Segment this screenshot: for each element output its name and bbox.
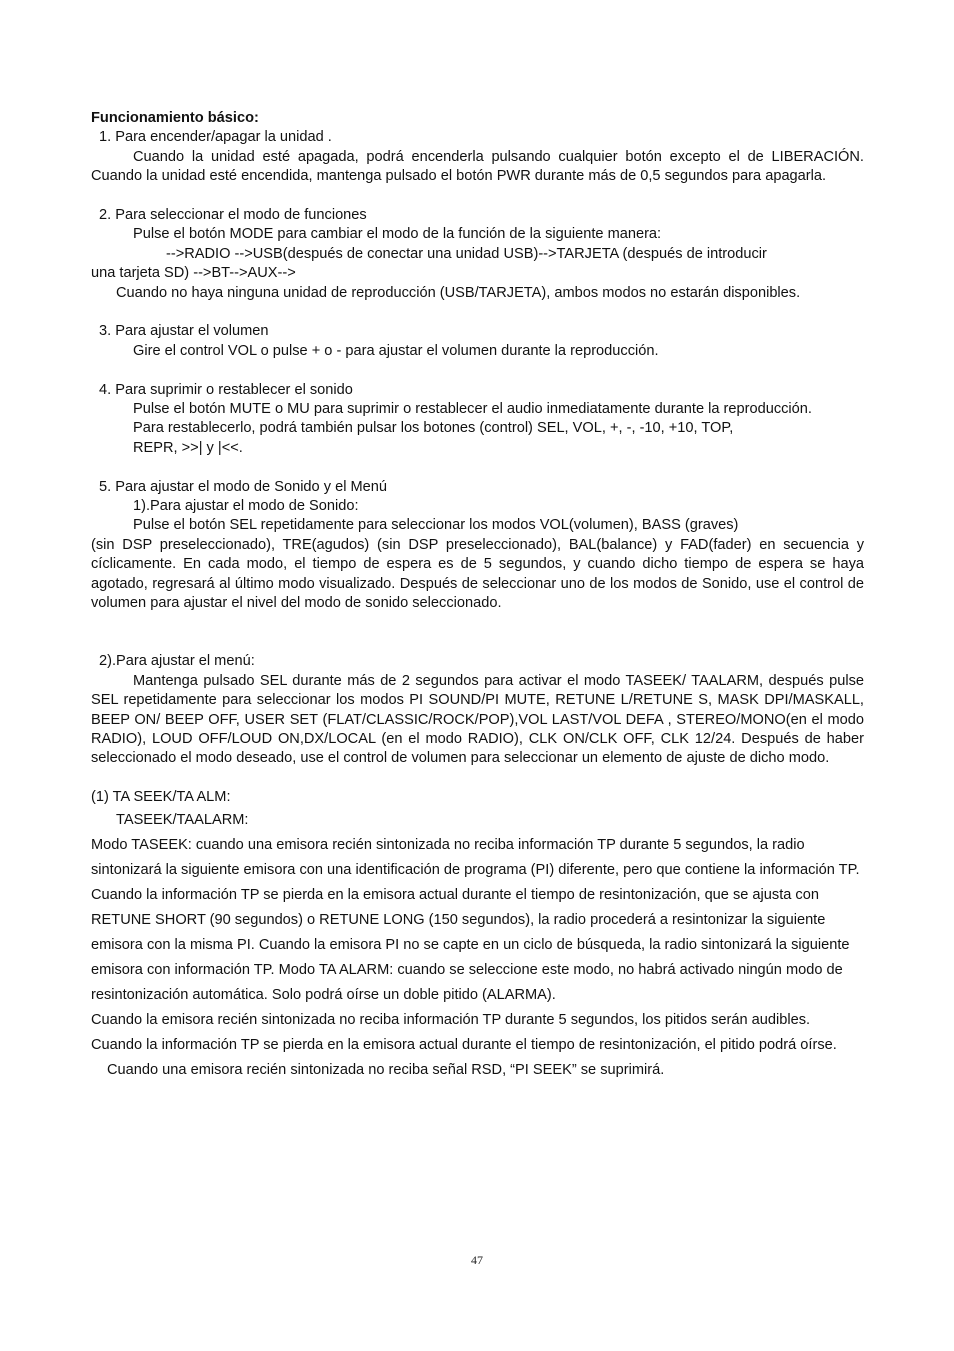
document-page (91, 109, 864, 1083)
s5-paragraph-2: Mantenga pulsado SEL durante más de 2 segundos para activar el modo TASEEK/ TAALARM, después pulse SEL repetidamente para seleccionar los modos PI SOUND/PI MUTE, RETUNE L/RETUNE S, MASK DPI/MASKALL, BEEP ON/ BEEP OFF, USER SET (FLAT/CLASSIC/ROCK/POP),VOL LAST/VOL DEFA , STEREO/MONO(en el modo RADIO), LOUD OFF/LOUD ON,DX/LOCAL (en el modo RADIO), CLK ON/CLK OFF, CLK 12/24. Después de haber seleccionado el modo deseado, use el control de volumen para seleccionar un elemento de ajuste de dicho modo. (91, 672, 864, 767)
s2-sequence-line-2: una tarjeta SD) -->BT-->AUX--> (91, 265, 296, 282)
ta-subtitle: TASEEK/TAALARM: (116, 811, 249, 828)
s2-sequence-line-1: -->RADIO -->USB(después de conectar una unidad USB)-->TARJETA (después de introducir (166, 245, 767, 262)
s5-paragraph-1a: Pulse el botón SEL repetidamente para seleccionar los modos VOL(volumen), BASS (graves) (133, 517, 739, 534)
ta-paragraph-2: Cuando la información TP se pierda en la emisora actual durante el tiempo de resintonización, que se ajusta con RETUNE SHORT (90 segundos) o RETUNE LONG (150 segundos), la radio procederá a resintonizar la siguiente emisora con la misma PI. Cuando la emisora PI no se capte en un ciclo de búsqueda, la radio sintonizará la siguiente emisora con información TP. Modo TA ALARM: cuando se seleccione este modo, no habrá activado ningún modo de resintonización automática. Solo podrá oírse un doble pitido (ALARMA). (91, 886, 850, 1003)
ta-paragraph-4: Cuando una emisora recién sintonizada no reciba señal RSD, “PI SEEK” se suprimirá. (107, 1061, 665, 1078)
s4-paragraph-2b: REPR, >>| y |<<. (133, 439, 243, 456)
ta-paragraph-3: Cuando la emisora recién sintonizada no reciba información TP durante 5 segundos, los pitidos serán audibles. Cuando la información TP se pierda en la emisora actual durante el tiempo de resintonización, el pitido podrá oírse. (91, 1011, 837, 1053)
s1-body: Cuando la unidad esté apagada, podrá encenderla pulsando cualquier botón excepto el de LIBERACIÓN. Cuando la unidad esté encendida, mantenga pulsado el botón PWR durante más de 0,5 segundos para apagarla. (91, 148, 864, 185)
s4-paragraph-2a: Para restablecerlo, podrá también pulsar los botones (control) SEL, VOL, +, -, -10, +10, TOP, (133, 420, 734, 437)
ta-paragraph-1: Modo TASEEK: cuando una emisora recién sintonizada no reciba información TP durante 5 segundos, la radio sintonizará la siguiente emisora con una identificación de programa (PI) diferente, pero que contiene la información TP. (91, 836, 860, 878)
s4-paragraph-1: Pulse el botón MUTE o MU para suprimir o restablecer el audio inmediatamente durante la reproducción. (133, 401, 812, 418)
s5-paragraph-1b: (sin DSP preseleccionado), TRE(agudos) (sin DSP preseleccionado), BAL(balance) y FAD(fader) en secuencia y cíclicamente. En cada modo, el tiempo de espera es de 5 segundos, y cuando dicho tiempo de espera se haya agotado, regresará al último modo visualizado. Después de seleccionar uno de los modos de Sonido, use el control de volumen para ajustar el nivel del modo de sonido seleccionado. (91, 536, 864, 612)
s2-paragraph-1: Pulse el botón MODE para cambiar el modo de la función de la siguiente manera: (133, 226, 662, 243)
s2-title: 2. Para seleccionar el modo de funciones (99, 207, 367, 224)
section-heading: Funcionamiento básico: (91, 110, 259, 126)
s3-title: 3. Para ajustar el volumen (99, 323, 269, 340)
s4-title: 4. Para suprimir o restablecer el sonido (99, 381, 353, 398)
page-number: 47 (471, 1253, 483, 1267)
s5-sub-1: 1).Para ajustar el modo de Sonido: (133, 498, 359, 515)
s5-sub-2: 2).Para ajustar el menú: (99, 653, 255, 670)
s3-paragraph-1: Gire el control VOL o pulse + o - para ajustar el volumen durante la reproducción. (133, 342, 659, 359)
ta-title: (1) TA SEEK/TA ALM: (91, 789, 231, 806)
s5-title: 5. Para ajustar el modo de Sonido y el Menú (99, 478, 387, 495)
s2-paragraph-3: Cuando no haya ninguna unidad de reproducción (USB/TARJETA), ambos modos no estarán disponibles. (116, 284, 801, 301)
s1-title: 1. Para encender/apagar la unidad . (99, 129, 332, 146)
